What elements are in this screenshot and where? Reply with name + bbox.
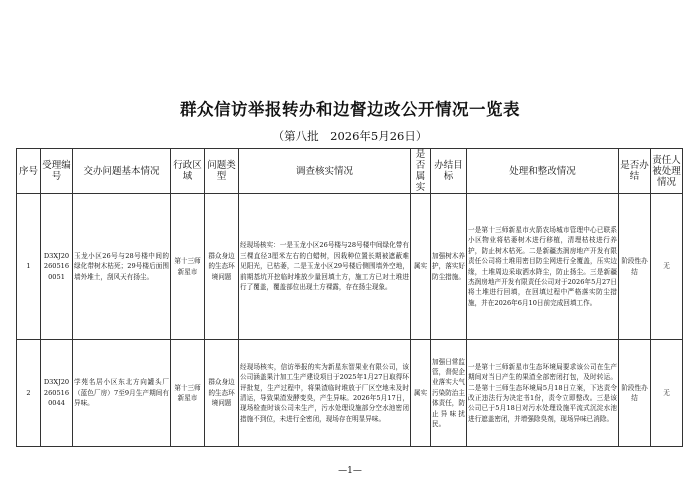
header-cell: 办结目标 [431,149,467,194]
header-cell: 调查核实情况 [239,149,411,194]
investigation: 经现场核实：一是玉龙小区26号楼与28号楼中间绿化带有三棵直径3厘米左右的白蜡树，因栽种位置长期被遮蔽难见阳光，已枯萎，二是玉龙小区29号楼后侧围墙外空地，前期基坑开挖临时堆放少量回填土方，施工方已对土堆进行了覆盖，覆盖部位出现土方裸露，存在扬尘现象。 [239,194,411,340]
table-row [17,194,683,340]
issue-type: 群众身边的生态环境问题 [205,194,239,340]
table-row [17,340,683,447]
header-cell: 序号 [17,149,41,194]
issue-description: 学苑名居小区东北方向罐头厂（蓝色厂房）7至9月生产期间有异味。 [73,340,171,447]
row-number: 2 [17,340,41,447]
row-number: 1 [17,194,41,340]
header-cell: 受理编号 [41,149,73,194]
case-id: D3XJ202605160044 [41,340,73,447]
page-number: —1— [338,466,362,476]
region: 第十三师新星市 [171,194,205,340]
issue-type: 群众身边的生态环境问题 [205,340,239,447]
is-done: 阶段性办结 [619,340,651,447]
header-cell: 是否办结 [619,149,651,194]
table-header-row [17,149,683,194]
region: 第十三师新星市 [171,340,205,447]
header-cell: 责任人被处理情况 [651,149,683,194]
page-title: 群众信访举报转办和边督边改公开情况一览表 [180,100,520,119]
report-table [16,148,683,447]
goal: 加强树木养护，落实好防尘措施。 [431,194,467,340]
case-id: D3XJ202605160051 [41,194,73,340]
header-cell: 问题类型 [205,149,239,194]
is-true: 属实 [411,340,431,447]
header-cell: 是否属实 [411,149,431,194]
header-cell: 行政区域 [171,149,205,194]
is-done: 阶段性办结 [619,194,651,340]
is-true: 属实 [411,194,431,340]
header-cell: 交办问题基本情况 [73,149,171,194]
header-cell: 处理和整改情况 [467,149,619,194]
batch-date: （第八批 2026年5月26日） [272,129,428,143]
issue-description: 玉龙小区26号与28号楼中间的绿化带树木枯死；29号楼后面围墙外堆土，刮风天有扬尘。 [73,194,171,340]
punishment: 无 [651,340,683,447]
goal: 加强日常监管，督促企业落实大气污染防治主体责任，防止异味扰民。 [431,340,467,447]
investigation: 经现场核实，信访举报的实为新星东智果业有限公司，该公司涵盖果汁加工生产建设项目于2025年1月27日取得环评批复，生产过程中，将果渣临时堆放于厂区空地未及时清运，导致果渣发酵变臭，产生异味。2026年5月17日，现场检查时该公司未生产，污水处理设施部分空水池密闭措施不到位，未进行全密闭，现场存在明显异味。 [239,340,411,447]
punishment: 无 [651,194,683,340]
handling: 一是第十三师新星市火箭农场城市管理中心已联系小区物业将枯萎树木进行移植，清理枯枝进行养护，防止树木枯死。二是新疆杰润房地产开发有限责任公司将土堆用密目防尘网进行全覆盖，压实边缘，土堆周边采取洒水降尘，防止扬尘。三是新疆杰润房地产开发有限责任公司对于2026年5月27日将土堆进行回填，在回填过程中严格落实防尘措施，并在2026年6月10日前完成回填工作。 [467,194,619,340]
handling: 一是第十三师新星市生态环境局要求该公司在生产期间对当日产生的果渣全部密闭打包，及时转运。二是第十三师生态环境局5月18日立案，下达责令改正违法行为决定书1份，责令立即整改。三是该公司已于5月18日对污水处理设施平流式沉淀水池进行遮盖密闭，并增强除臭剂，现场异味已消除。 [467,340,619,447]
